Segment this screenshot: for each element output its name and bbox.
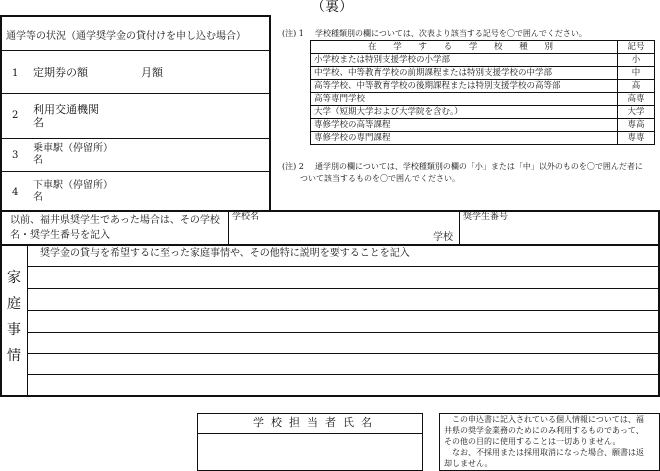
family-circumstances-field[interactable] — [28, 267, 658, 395]
school-type-code: 高 — [618, 80, 655, 93]
note-1-text: 学校種類別の欄については、次表より該当する記号を〇で囲んでください。 — [315, 29, 587, 38]
school-type-name: 中学校、中等教育学校の前期課程または特別支援学校の中学部 — [311, 67, 618, 80]
commute-row-2-num: 2 — [12, 110, 19, 121]
table-row — [311, 93, 655, 106]
former-label-line-2: 名・奨学生番号を記入 — [10, 230, 110, 241]
table-row — [311, 106, 655, 119]
table-row — [311, 54, 655, 67]
commute-row-3-label: 乗車駅（停留所） — [33, 143, 113, 154]
family-instruction: 奨学金の貸与を希望するに至った家庭事情や、その他特に説明を要することを記入 — [40, 248, 410, 259]
commute-row-3-sub: 名 — [33, 155, 43, 166]
school-type-name: 小学校または特別支援学校の小学部 — [311, 54, 618, 67]
commute-row-2-label: 利用交通機関 — [33, 103, 99, 116]
school-type-code: 高専 — [618, 93, 655, 106]
school-type-name: 高等学校、中等教育学校の後期課程または特別支援学校の高等部 — [311, 80, 618, 93]
commute-header: 通学等の状況（通学奨学金の貸付けを申し込む場合） — [6, 31, 246, 42]
family-title-char-3: 事 — [7, 322, 21, 338]
school-name-label: 学校名 — [232, 212, 260, 222]
school-name-suffix: 学校 — [433, 232, 453, 243]
scholar-number-label: 奨学生番号 — [463, 212, 509, 222]
school-staff-label: 学校担当者氏名 — [253, 416, 379, 429]
former-school-name-field[interactable] — [268, 224, 428, 242]
note-1-prefix: (注) 1 — [282, 29, 304, 38]
scholar-number-field[interactable] — [463, 226, 653, 242]
school-staff-name-field[interactable] — [199, 435, 421, 469]
school-type-code: 中 — [618, 67, 655, 80]
note-2-line-2: ついて該当するものを〇で囲んでください。 — [300, 174, 460, 183]
table-row — [311, 119, 655, 132]
former-label-line-1: 以前、福井県奨学生であった場合は、その学校 — [10, 215, 220, 226]
commute-row-1-num: 1 — [12, 68, 19, 79]
commute-row-1-label: 定期券の額 — [33, 66, 88, 79]
commute-row-2-sub: 名 — [33, 116, 44, 129]
school-type-code: 小 — [618, 54, 655, 67]
family-title-char-4: 情 — [7, 348, 21, 364]
privacy-line-4: なお、不採用または採用取消になった場合、願書は返 — [452, 448, 644, 457]
privacy-line-2: 井県の奨学金業務のためにのみ利用するものであって、 — [444, 426, 644, 435]
school-type-code: 専高 — [618, 119, 655, 132]
school-type-name: 高等専門学校 — [311, 93, 618, 106]
monthly-amount-label: 月額 — [141, 66, 163, 79]
family-title-char-1: 家 — [7, 270, 21, 286]
school-type-name: 専修学校の高等課程 — [311, 119, 618, 132]
family-title-char-2: 庭 — [7, 296, 21, 312]
commute-row-4-sub: 名 — [33, 192, 43, 203]
school-type-header: 在 学 す る 学 校 種 別 — [311, 41, 618, 54]
commute-row-4-num: 4 — [12, 187, 19, 198]
privacy-line-3: その他の目的に使用することは一切ありません。 — [444, 437, 621, 446]
table-row — [311, 132, 655, 145]
school-type-name: 専修学校の専門課程 — [311, 132, 618, 145]
school-type-table — [310, 40, 655, 145]
school-type-code: 大学 — [618, 106, 655, 119]
note-2-line-1: 通学別の欄については、学校種類別の欄の「小」または「中」以外のものを〇で囲んだ者に — [315, 162, 643, 171]
commute-row-3-num: 3 — [12, 150, 19, 161]
page-side-label: （裏） — [311, 0, 353, 15]
school-code-header: 記号 — [618, 41, 655, 54]
table-row — [311, 80, 655, 93]
commute-row-4-label: 下車駅（停留所） — [33, 180, 113, 191]
school-type-name: 大学（短期大学および大学院を含む。） — [311, 106, 618, 119]
privacy-line-1: この申込書に記入されている個人情報については、福 — [452, 415, 644, 424]
note-2-prefix: (注) 2 — [282, 162, 304, 171]
table-row — [311, 67, 655, 80]
school-type-code: 専専 — [618, 132, 655, 145]
privacy-line-5: 却しません。 — [444, 459, 493, 468]
